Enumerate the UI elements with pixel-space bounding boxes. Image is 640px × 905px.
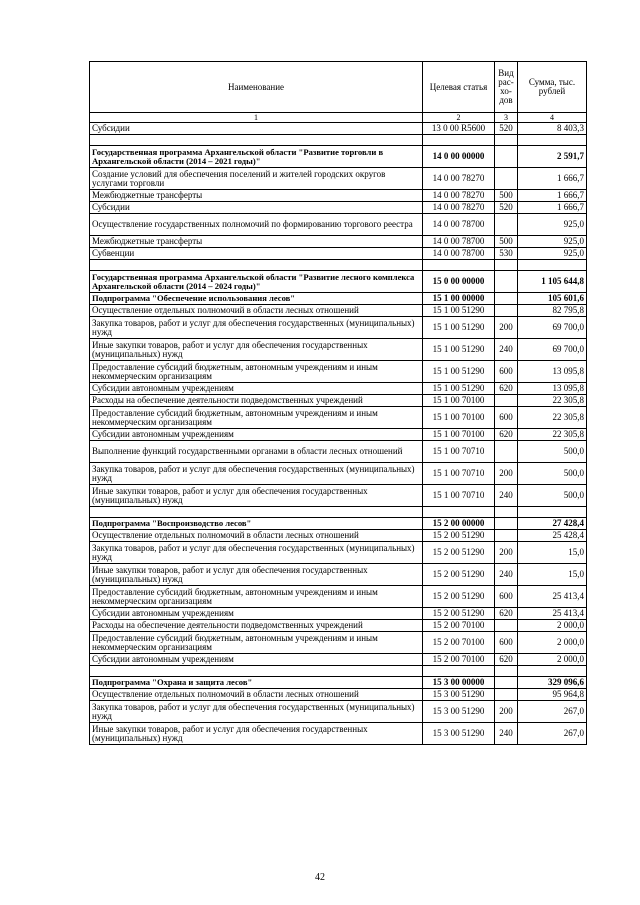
row-expense-type: 200: [495, 701, 518, 723]
row-target-article: 15 2 00 70100: [423, 632, 495, 654]
row-expense-type: 200: [495, 317, 518, 339]
table-row: [90, 485, 587, 507]
table-row: [90, 190, 587, 202]
row-sum: 1 666,7: [518, 190, 587, 202]
header-name: Наименование: [90, 62, 423, 113]
spacer-cell: [518, 507, 587, 518]
table-row: [90, 317, 587, 339]
row-sum: 2 000,0: [518, 654, 587, 666]
row-name: Межбюджетные трансферты: [90, 190, 423, 202]
row-sum: 925,0: [518, 236, 587, 248]
row-expense-type: [495, 214, 518, 236]
table-row: [90, 632, 587, 654]
table-row: [90, 293, 587, 305]
row-sum: 267,0: [518, 723, 587, 745]
spacer-row: [90, 507, 587, 518]
row-expense-type: 240: [495, 485, 518, 507]
spacer-cell: [518, 260, 587, 271]
row-name: Расходы на обеспечение деятельности подведомственных учреждений: [90, 620, 423, 632]
table-row: [90, 305, 587, 317]
row-name: Подпрограмма "Воспроизводство лесов": [90, 518, 423, 530]
header-number-2: 2: [423, 113, 495, 123]
row-target-article: 14 0 00 00000: [423, 146, 495, 168]
row-name: Субсидии: [90, 202, 423, 214]
row-name: Создание условий для обеспечения поселений и жителей городских округов услугами торговли: [90, 168, 423, 190]
row-sum: 105 601,6: [518, 293, 587, 305]
spacer-cell: [423, 666, 495, 677]
row-name: Закупка товаров, работ и услуг для обеспечения государственных (муниципальных) нужд: [90, 463, 423, 485]
header-number-1: 1: [90, 113, 423, 123]
row-expense-type: 620: [495, 383, 518, 395]
row-sum: 13 095,8: [518, 361, 587, 383]
row-expense-type: [495, 441, 518, 463]
row-target-article: 15 1 00 00000: [423, 293, 495, 305]
row-expense-type: [495, 293, 518, 305]
row-name: Закупка товаров, работ и услуг для обеспечения государственных (муниципальных) нужд: [90, 701, 423, 723]
row-target-article: 15 1 00 51290: [423, 383, 495, 395]
row-target-article: 14 0 00 78270: [423, 190, 495, 202]
row-target-article: 15 3 00 51290: [423, 723, 495, 745]
row-target-article: 15 3 00 00000: [423, 677, 495, 689]
row-name: Предоставление субсидий бюджетным, автономным учреждениям и иным некоммерческим организациям: [90, 586, 423, 608]
spacer-cell: [90, 135, 423, 146]
header-number-row: [90, 113, 587, 123]
row-sum: 500,0: [518, 441, 587, 463]
row-sum: 69 700,0: [518, 339, 587, 361]
table-row: [90, 463, 587, 485]
row-sum: 8 403,3: [518, 123, 587, 135]
row-name: Подпрограмма "Обеспечение использования лесов": [90, 293, 423, 305]
row-sum: 22 305,8: [518, 395, 587, 407]
table-row: [90, 168, 587, 190]
table-row: [90, 429, 587, 441]
row-target-article: 13 0 00 R5600: [423, 123, 495, 135]
row-target-article: 15 1 00 70710: [423, 485, 495, 507]
row-name: Субсидии автономным учреждениям: [90, 429, 423, 441]
spacer-cell: [495, 507, 518, 518]
row-name: Выполнение функций государственными органами в области лесных отношений: [90, 441, 423, 463]
row-target-article: 14 0 00 78270: [423, 202, 495, 214]
header-sum: Сумма, тыс. рублей: [518, 62, 587, 113]
row-expense-type: 620: [495, 654, 518, 666]
row-expense-type: 500: [495, 190, 518, 202]
row-sum: 13 095,8: [518, 383, 587, 395]
row-sum: 69 700,0: [518, 317, 587, 339]
header-target-article: Целевая статья: [423, 62, 495, 113]
row-expense-type: [495, 677, 518, 689]
row-expense-type: [495, 271, 518, 293]
row-target-article: 15 1 00 70710: [423, 441, 495, 463]
row-target-article: 15 0 00 00000: [423, 271, 495, 293]
row-target-article: 15 3 00 51290: [423, 689, 495, 701]
spacer-cell: [90, 507, 423, 518]
table-row: [90, 689, 587, 701]
spacer-cell: [518, 135, 587, 146]
table-row: [90, 677, 587, 689]
spacer-cell: [423, 260, 495, 271]
row-sum: 22 305,8: [518, 407, 587, 429]
row-name: Межбюджетные трансферты: [90, 236, 423, 248]
table-body: [90, 123, 587, 745]
table-row: [90, 586, 587, 608]
row-name: Предоставление субсидий бюджетным, автономным учреждениям и иным некоммерческим организациям: [90, 632, 423, 654]
row-name: Предоставление субсидий бюджетным, автономным учреждениям и иным некоммерческим организациям: [90, 361, 423, 383]
row-sum: 25 413,4: [518, 586, 587, 608]
table-row: [90, 214, 587, 236]
row-expense-type: 620: [495, 608, 518, 620]
table-row: [90, 202, 587, 214]
table-row: [90, 146, 587, 168]
table-row: [90, 361, 587, 383]
table-row: [90, 383, 587, 395]
row-target-article: 15 1 00 51290: [423, 339, 495, 361]
row-sum: 1 105 644,8: [518, 271, 587, 293]
table-row: [90, 407, 587, 429]
row-name: Субсидии автономным учреждениям: [90, 654, 423, 666]
row-target-article: 14 0 00 78700: [423, 248, 495, 260]
row-target-article: 15 2 00 51290: [423, 542, 495, 564]
row-sum: 2 000,0: [518, 632, 587, 654]
row-target-article: 15 2 00 51290: [423, 608, 495, 620]
table-row: [90, 620, 587, 632]
row-target-article: 15 1 00 70100: [423, 395, 495, 407]
row-sum: 25 413,4: [518, 608, 587, 620]
row-sum: 2 000,0: [518, 620, 587, 632]
row-sum: 82 795,8: [518, 305, 587, 317]
row-target-article: 15 1 00 51290: [423, 305, 495, 317]
row-sum: 2 591,7: [518, 146, 587, 168]
row-target-article: 15 1 00 70100: [423, 429, 495, 441]
row-name: Осуществление отдельных полномочий в области лесных отношений: [90, 305, 423, 317]
row-target-article: 14 0 00 78700: [423, 236, 495, 248]
row-target-article: 15 2 00 70100: [423, 620, 495, 632]
row-name: Государственная программа Архангельской области "Развитие торговли в Архангельской области (2014 – 2021 годы)": [90, 146, 423, 168]
row-target-article: 15 1 00 51290: [423, 317, 495, 339]
table-row: [90, 395, 587, 407]
spacer-cell: [423, 135, 495, 146]
row-expense-type: 600: [495, 407, 518, 429]
table-header: [90, 62, 587, 123]
row-expense-type: 200: [495, 463, 518, 485]
row-expense-type: 600: [495, 586, 518, 608]
table-row: [90, 701, 587, 723]
row-sum: 95 964,8: [518, 689, 587, 701]
spacer-row: [90, 666, 587, 677]
spacer-cell: [495, 666, 518, 677]
row-target-article: 15 2 00 51290: [423, 586, 495, 608]
row-expense-type: 240: [495, 723, 518, 745]
row-expense-type: 240: [495, 564, 518, 586]
row-expense-type: 600: [495, 632, 518, 654]
row-name: Закупка товаров, работ и услуг для обеспечения государственных (муниципальных) нужд: [90, 317, 423, 339]
row-expense-type: [495, 168, 518, 190]
spacer-cell: [90, 666, 423, 677]
row-expense-type: 620: [495, 429, 518, 441]
row-target-article: 15 1 00 70710: [423, 463, 495, 485]
row-name: Закупка товаров, работ и услуг для обеспечения государственных (муниципальных) нужд: [90, 542, 423, 564]
row-name: Субсидии автономным учреждениям: [90, 383, 423, 395]
row-name: Иные закупки товаров, работ и услуг для обеспечения государственных (муниципальных) нужд: [90, 564, 423, 586]
row-sum: 925,0: [518, 248, 587, 260]
header-number-3: 3: [495, 113, 518, 123]
row-name: Осуществление государственных полномочий по формированию торгового реестра: [90, 214, 423, 236]
table-row: [90, 542, 587, 564]
row-sum: 25 428,4: [518, 530, 587, 542]
row-name: Предоставление субсидий бюджетным, автономным учреждениям и иным некоммерческим организациям: [90, 407, 423, 429]
table-row: [90, 271, 587, 293]
row-expense-type: 530: [495, 248, 518, 260]
row-name: Иные закупки товаров, работ и услуг для обеспечения государственных (муниципальных) нужд: [90, 339, 423, 361]
row-target-article: 15 1 00 70100: [423, 407, 495, 429]
row-expense-type: 240: [495, 339, 518, 361]
table-row: [90, 339, 587, 361]
row-sum: 500,0: [518, 485, 587, 507]
spacer-row: [90, 135, 587, 146]
row-sum: 22 305,8: [518, 429, 587, 441]
budget-table: [89, 61, 587, 745]
table-row: [90, 654, 587, 666]
table-row: [90, 236, 587, 248]
row-expense-type: [495, 518, 518, 530]
row-expense-type: 600: [495, 361, 518, 383]
spacer-cell: [495, 260, 518, 271]
row-name: Подпрограмма "Охрана и защита лесов": [90, 677, 423, 689]
row-target-article: 15 2 00 51290: [423, 564, 495, 586]
row-expense-type: [495, 395, 518, 407]
row-name: Субсидии автономным учреждениям: [90, 608, 423, 620]
row-sum: 329 096,6: [518, 677, 587, 689]
row-target-article: 14 0 00 78700: [423, 214, 495, 236]
table-row: [90, 608, 587, 620]
row-sum: 925,0: [518, 214, 587, 236]
row-expense-type: 500: [495, 236, 518, 248]
row-target-article: 15 2 00 70100: [423, 654, 495, 666]
row-name: Субсидии: [90, 123, 423, 135]
row-sum: 15,0: [518, 564, 587, 586]
row-expense-type: [495, 146, 518, 168]
spacer-cell: [518, 666, 587, 677]
header-number-4: 4: [518, 113, 587, 123]
row-target-article: 15 2 00 00000: [423, 518, 495, 530]
row-target-article: 14 0 00 78270: [423, 168, 495, 190]
row-target-article: 15 2 00 51290: [423, 530, 495, 542]
table-row: [90, 564, 587, 586]
row-expense-type: 520: [495, 123, 518, 135]
row-expense-type: 200: [495, 542, 518, 564]
row-name: Субвенции: [90, 248, 423, 260]
spacer-cell: [90, 260, 423, 271]
table-row: [90, 248, 587, 260]
row-name: Расходы на обеспечение деятельности подведомственных учреждений: [90, 395, 423, 407]
row-target-article: 15 3 00 51290: [423, 701, 495, 723]
row-expense-type: [495, 689, 518, 701]
row-sum: 1 666,7: [518, 202, 587, 214]
spacer-cell: [495, 135, 518, 146]
row-sum: 267,0: [518, 701, 587, 723]
page-number: 42: [315, 872, 325, 883]
row-expense-type: [495, 530, 518, 542]
row-name: Государственная программа Архангельской области "Развитие лесного комплекса Архангельской области (2014 – 2024 годы)": [90, 271, 423, 293]
table-row: [90, 123, 587, 135]
row-expense-type: 520: [495, 202, 518, 214]
row-name: Осуществление отдельных полномочий в области лесных отношений: [90, 689, 423, 701]
table-row: [90, 518, 587, 530]
table-row: [90, 723, 587, 745]
table-row: [90, 441, 587, 463]
row-sum: 27 428,4: [518, 518, 587, 530]
row-sum: 500,0: [518, 463, 587, 485]
header-row: [90, 62, 587, 113]
table-row: [90, 530, 587, 542]
row-sum: 1 666,7: [518, 168, 587, 190]
row-name: Иные закупки товаров, работ и услуг для обеспечения государственных (муниципальных) нужд: [90, 485, 423, 507]
spacer-cell: [423, 507, 495, 518]
row-expense-type: [495, 620, 518, 632]
row-sum: 15,0: [518, 542, 587, 564]
spacer-row: [90, 260, 587, 271]
row-target-article: 15 1 00 51290: [423, 361, 495, 383]
row-expense-type: [495, 305, 518, 317]
row-name: Иные закупки товаров, работ и услуг для обеспечения государственных (муниципальных) нужд: [90, 723, 423, 745]
header-expense-type: Вид рас- хо- дов: [495, 62, 518, 113]
row-name: Осуществление отдельных полномочий в области лесных отношений: [90, 530, 423, 542]
